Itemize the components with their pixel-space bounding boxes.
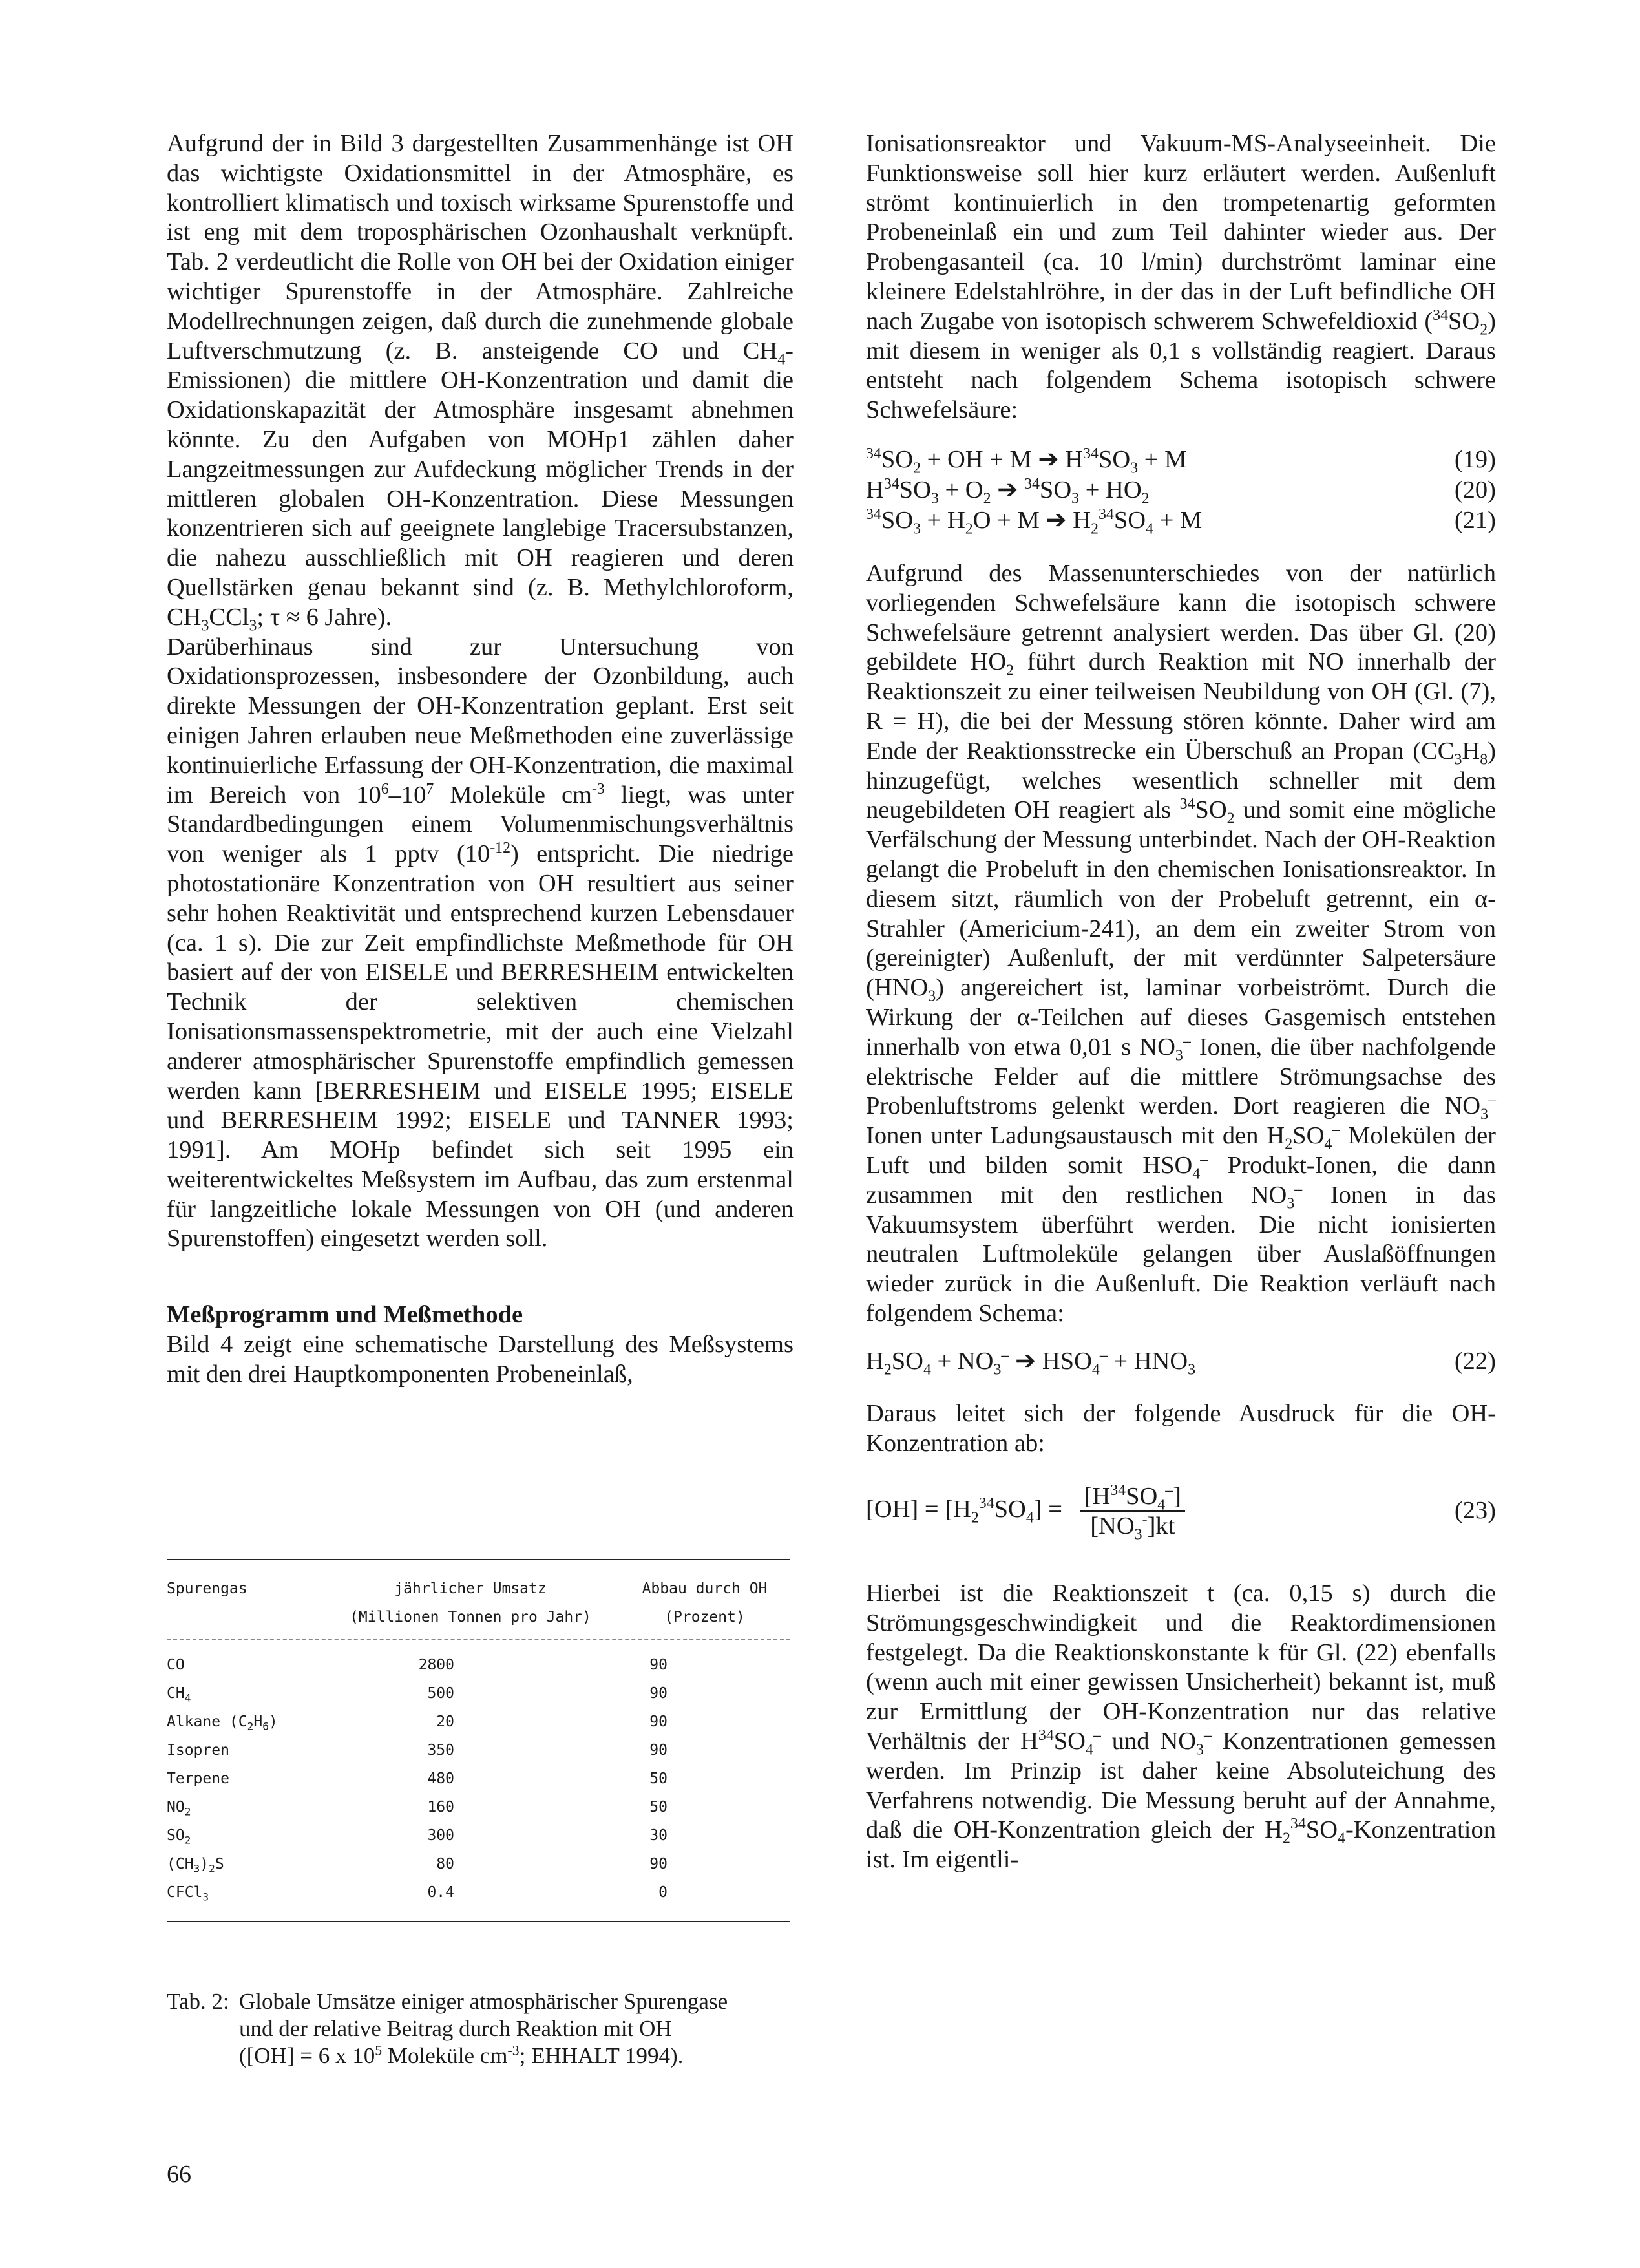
paragraph: Aufgrund der in Bild 3 dargestellten Zusammenhänge ist OH das wichtigste Oxidationsmittel in der Atmosphäre, es kontrolliert klimatisch und toxisch wirksame Spurenstoffe und ist eng mit dem troposphärischen Ozonhaushalt verknüpft. Tab. 2 verdeutlicht die Rolle von OH bei der Oxidation einiger wichtiger Spurenstoffe in der Atmosphäre. Zahlreiche Modellrechnungen zeigen, daß durch die zunehmende globale Luftverschmutzung (z. B. ansteigende CO und $CH_4-Emissionen$) die mittlere OH-Konzentration und damit die Oxidationskapazität der Atmosphäre insgesamt abnehmen könnte. Zu den Aufgaben von MOHp1 zählen daher Langzeitmessungen zur Aufdeckung möglicher Trends in der mittleren globalen OH-Konzentration. Diese Messungen konzentrieren sich auf geeignete langlebige Tracersubstanzen, die nahezu ausschließlich mit OH reagieren und deren Quellstärken genau bekannt sind (z. B. Methylchloroform, $CH_3CCl_3$; τ ≈ 6 Jahre). <box>167 130 794 635</box>
page-number: 66 <box>167 2161 191 2188</box>
table-row <box>167 1736 790 1765</box>
equation-21: $^{34}SO_3 + H_2O + M$ ➔ $H_2^{34}SO_4 + M$ (21) <box>866 506 1496 538</box>
equation-20: $H^{34}SO_3 + O_2$ ➔ $^{34}SO_3 + HO_2$ (20) <box>866 476 1496 507</box>
cell-abbau: 90 <box>649 1713 668 1730</box>
cell-abbau: 90 <box>649 1685 668 1702</box>
table-body <box>167 1651 790 1907</box>
equation-22: $H_2SO_4 + NO_3^-$ ➔ $HSO_4^- + HNO_3$ (22) <box>866 1346 1496 1379</box>
equation-block <box>866 445 1496 536</box>
cell-gas: $(CH_3)_2S$ <box>167 1856 224 1875</box>
table-row <box>167 1850 790 1878</box>
cell-gas: Alkane $(C_2H_6)$ <box>167 1713 278 1733</box>
cell-gas: $NO_2$ <box>167 1799 191 1818</box>
cell-gas: Terpene <box>167 1770 229 1787</box>
cell-umsatz: 80 <box>436 1856 454 1872</box>
paragraph: Bild 4 zeigt eine schematische Darstellung des Meßsystems mit den drei Hauptkomponenten Probeneinlaß, <box>167 1331 794 1388</box>
table-row <box>167 1765 790 1793</box>
data-table <box>167 1559 790 1922</box>
table-row <box>167 1878 790 1907</box>
cell-gas: $CH_4$ <box>167 1685 191 1704</box>
cell-abbau: 50 <box>649 1770 668 1787</box>
header-umsatz: jährlicher Umsatz (Millionen Tonnen pro Jahr) <box>350 1580 591 1626</box>
paragraph: Aufgrund des Massenunterschiedes von der natürlich vorliegenden Schwefelsäure kann die isotopisch schwere Schwefelsäure getrennt analysiert werden. Das über Gl. (20) gebildete $HO_2$ führt durch Reaktion mit NO innerhalb der Reaktionszeit zu einer teilweisen Neubildung von OH (Gl. (7), R = H), die bei der Messung stören könnte. Daher wird am Ende der Reaktionsstrecke ein Überschuß an Propan $(CC_3H_8)$ hinzugefügt, welches wesentlich schneller mit dem neugebildeten OH reagiert als $^{34}SO_2$ und somit eine mögliche Verfälschung der Messung unterbindet. Nach der OH-Reaktion gelangt die Probeluft in den chemischen Ionisationsreaktor. In diesem sitzt, räumlich von der Probeluft getrennt, ein α-Strahler (Americium-241), an dem ein zweiter Strom von (gereinigter) Außenluft, der mit verdünnter Salpetersäure $(HNO_3)$ angereichert ist, laminar vorbeiströmt. Durch die Wirkung der α-Teilchen auf dieses Gasgemisch entstehen innerhalb von etwa 0,01 s $NO_3^-$ Ionen, die über nachfolgende elektrische Felder auf die mittlere Strömungsachse des Probenluftstroms gelenkt werden. Dort reagieren die $NO_3^-$ Ionen unter Ladungsaustausch mit den $H_2SO_4^-$ Molekülen der Luft und bilden somit $HSO_4^-$ Produkt-Ionen, die dann zusammen mit den restlichen $NO_3^-$ Ionen in das Vakuumsystem überführt werden. Die nicht ionisierten neutralen Luftmoleküle gelangen über Auslaßöffnungen wieder zurück in die Außenluft. Die Reaktion verläuft nach folgendem Schema: <box>866 559 1496 1327</box>
table-row <box>167 1651 790 1679</box>
cell-abbau: 0 <box>658 1884 668 1901</box>
cell-umsatz: 350 <box>427 1742 454 1759</box>
cell-abbau: 30 <box>649 1827 668 1844</box>
cell-umsatz: 480 <box>427 1770 454 1787</box>
cell-abbau: 90 <box>649 1657 668 1673</box>
cell-umsatz: 160 <box>427 1799 454 1816</box>
cell-abbau: 50 <box>649 1799 668 1816</box>
cell-abbau: 90 <box>649 1742 668 1759</box>
table-row <box>167 1821 790 1850</box>
table-caption: Tab. 2: Globale Umsätze einiger atmosphärischer Spurengase und der relative Beitrag durch Reaktion mit OH ([OH] = 6 x $10^5$ Moleküle $cm^{-3}$; EHHALT 1994). <box>167 1989 728 2068</box>
table-bottom-rule <box>167 1921 790 1922</box>
cell-gas: Isopren <box>167 1742 229 1759</box>
equation-23: $[OH] = [H_2^{34}SO_4]$ = $\frac{[H^{34}SO_4^-]}{[NO_3^-]kt}$ (23) <box>866 1482 1496 1543</box>
table-dashed-rule <box>167 1639 790 1640</box>
cell-gas: CO <box>167 1657 185 1673</box>
cell-umsatz: 0.4 <box>427 1884 454 1901</box>
right-column <box>866 129 1496 1875</box>
left-column <box>167 129 794 1390</box>
cell-umsatz: 300 <box>427 1827 454 1844</box>
paragraph: Daraus leitet sich der folgende Ausdruck für die OH-Konzentration ab: <box>866 1400 1496 1457</box>
cell-gas: CFCl$_3$ <box>167 1884 209 1903</box>
section-heading: Meßprogramm und Meßmethode <box>167 1301 523 1329</box>
paragraph: Hierbei ist die Reaktionszeit t (ca. 0,15 s) durch die Strömungsgeschwindigkeit und die Reaktordimensionen festgelegt. Da die Reaktionskonstante k für Gl. (22) ebenfalls (wenn auch mit einer gewissen Unsicherheit) bekannt ist, muß zur Ermittlung der OH-Konzentration nur das relative Verhältnis der $H^{34}SO_4^-$ und $NO_3^-$ Konzentrationen gemessen werden. Im Prinzip ist daher keine Absoluteichung des Verfahrens notwendig. Die Messung beruht auf der Annahme, daß die OH-Konzentration gleich der $H_2^{34}SO_4$-Konzentration ist. Im eigentli- <box>866 1580 1496 1874</box>
cell-gas: $SO_2$ <box>167 1827 191 1847</box>
header-abbau: Abbau durch OH (Prozent) <box>642 1580 768 1626</box>
header-gas: Spurengas <box>167 1580 247 1597</box>
table-header <box>167 1560 790 1631</box>
table-row <box>167 1708 790 1736</box>
equation-19: $^{34}SO_2$ + OH + M ➔ $H^{34}SO_3 + M$ (19) <box>866 445 1496 477</box>
table-row <box>167 1679 790 1708</box>
cell-umsatz: 20 <box>436 1713 454 1730</box>
cell-umsatz: 500 <box>427 1685 454 1702</box>
paragraph: Darüberhinaus sind zur Untersuchung von Oxidationsprozessen, insbesondere der Ozonbildung, auch direkte Messungen der OH-Konzentration geplant. Erst seit einigen Jahren erlauben neue Meßmethoden eine zuverlässige kontinuierliche Erfassung der OH-Konzentration, die maximal im Bereich von $10^6-10^7$ Moleküle $cm^{-3}$ liegt, was unter Standardbedingungen einem Volumenmischungsverhältnis von weniger als 1 pptv $(10^{-12})$ entspricht. Die niedrige photostationäre Konzentration von OH resultiert aus seiner sehr hohen Reaktivität und entsprechend kurzen Lebensdauer (ca. 1 s). Die zur Zeit empfindlichste Meßmethode für OH basiert auf der von EISELE und BERRESHEIM entwickelten Technik der selektiven chemischen Ionisationsmassenspektrometrie, mit der auch eine Vielzahl anderer atmosphärischer Spurenstoffe empfindlich gemessen werden kann [BERRESHEIM und EISELE 1995; EISELE und BERRESHEIM 1992; EISELE und TANNER 1993; 1991]. Am MOHp befindet sich seit 1995 ein weiterentwickeltes Meßsystem im Aufbau, das zum erstenmal für langzeitliche lokale Messungen von OH (und anderen Spurenstoffen) eingesetzt werden soll. <box>167 633 794 1253</box>
paragraph: Ionisationsreaktor und Vakuum-MS-Analyseeinheit. Die Funktionsweise soll hier kurz erläutert werden. Außenluft strömt kontinuierlich in den trompetenartig geformten Probeneinlaß ein und zum Teil dahinter wieder aus. Der Probengasanteil (ca. 10 l/min) durchströmt laminar eine kleinere Edelstahlröhre, in der das in der Luft befindliche OH nach Zugabe von isotopisch schwerem Schwefeldioxid $(^{34}SO_2)$ mit diesem in weniger als 0,1 s vollständig reagiert. Daraus entsteht nach folgendem Schema isotopisch schwere Schwefelsäure: <box>866 130 1496 424</box>
table-row <box>167 1793 790 1821</box>
cell-umsatz: 2800 <box>418 1657 454 1673</box>
cell-abbau: 90 <box>649 1856 668 1872</box>
